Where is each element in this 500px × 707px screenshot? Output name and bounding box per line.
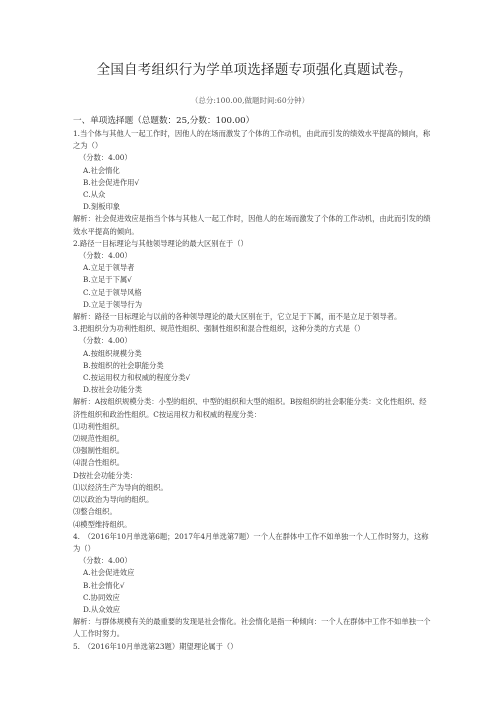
option-correct — [73, 580, 433, 592]
option-text: B.社会促进作用 — [83, 177, 135, 187]
section-heading: 一、单项选择题（总题数：25,分数：100.00） — [73, 116, 255, 126]
check-mark-icon: √ — [185, 373, 191, 383]
option: D.立足于领导行为 — [83, 299, 142, 309]
option: C.协同效应 — [83, 592, 120, 602]
title-suffix: 7 — [398, 70, 404, 80]
option: D.刻板印象 — [83, 202, 121, 212]
analysis-line: ⑷混合性组织。 — [73, 458, 125, 468]
question-stem: 4. （2016年10月单选第6题；2017年4月单选第7题）一个人在群体中工作不如单独一个人工作时努力，这称为（） — [73, 531, 429, 553]
option: A.立足于领导者 — [83, 263, 135, 273]
option: A.社会促进效应 — [83, 568, 135, 578]
analysis-line: D按社会功能分类： — [73, 470, 138, 480]
option-text: C.按运用权力和权威的程度分类 — [83, 373, 186, 383]
option-text: B.社会惰化 — [83, 580, 120, 590]
question-stem: 1.当个体与其他人一起工作时，因他人的在场而激发了个体的工作动机，由此而引发的绩效水平提高的倾向，称之为（） — [73, 129, 431, 151]
document-title — [0, 58, 500, 80]
analysis-text: 解析：路径一目标理论与以前的各种领导理论的最大区别在于，它立足于下属，而不是立足于领导者。 — [73, 312, 402, 322]
option: D.按社会功能分类 — [83, 385, 142, 395]
analysis-line: ⑵以政治为导向的组织。 — [73, 495, 154, 505]
exam-meta: （总分:100.00,做题时间:60分钟） — [190, 96, 310, 105]
analysis-line: ⑴功利性组织。 — [73, 421, 125, 431]
analysis-line: ⑵规范性组织。 — [73, 434, 125, 444]
analysis-line: ⑶强制性组织。 — [73, 446, 125, 456]
analysis-text: 解析：与群体规模有关的最重要的发现是社会惰化。社会惰化是指一种倾向：一个人在群体中工作不如单独一个人工作时努力。 — [73, 617, 431, 639]
question-score: （分数：4.00） — [79, 336, 132, 346]
option-correct — [73, 274, 433, 286]
check-mark-icon: √ — [119, 580, 125, 590]
question-stem: 3.把组织分为功利性组织、规范性组织、强制性组织和混合性组织，这种分类的方式是（） — [73, 324, 365, 334]
analysis-text: 解析：社会促进效应是指当个体与其他人一起工作时，因他人的在场而激发了个体的工作动机，由此而引发的绩效水平提高的倾向。 — [73, 214, 431, 236]
question-score: （分数：4.00） — [79, 556, 132, 566]
question-score: （分数：4.00） — [79, 251, 132, 261]
question-list — [73, 128, 433, 653]
option: C.立足于领导风格 — [83, 287, 142, 297]
option: D.从众效应 — [83, 604, 121, 614]
question-score: （分数：4.00） — [79, 153, 132, 163]
option: A.按组织规模分类 — [83, 348, 142, 358]
option-correct — [73, 177, 433, 189]
analysis-text: 解析：A按组织规模分类：小型的组织、中型的组织和大型的组织。B按组织的社会职能分类：文化性组织、经济性组织和政治性组织。C按运用权力和权威的程度分类： — [73, 397, 427, 419]
option-correct — [73, 372, 433, 384]
option-text: B.立足于下属 — [83, 275, 128, 285]
question-stem: 2.路径一目标理论与其他领导理论的最大区别在于（） — [73, 238, 248, 248]
option: B.按组织的社会职能分类 — [83, 360, 164, 370]
check-mark-icon: √ — [127, 275, 132, 285]
option: A.社会惰化 — [83, 165, 120, 175]
option: C.从众 — [83, 190, 106, 200]
analysis-line: ⑶整合组织。 — [73, 507, 117, 517]
title-text: 全国自考组织行为学单项选择题专项强化真题试卷 — [96, 62, 399, 78]
analysis-line: ⑷模型维持组织。 — [73, 519, 132, 529]
analysis-line: ⑴以经济生产为导向的组织。 — [73, 482, 168, 492]
question-stem: 5. （2016年10月单选第23题）期望理论属于（） — [73, 641, 238, 651]
check-mark-icon: √ — [134, 177, 140, 187]
